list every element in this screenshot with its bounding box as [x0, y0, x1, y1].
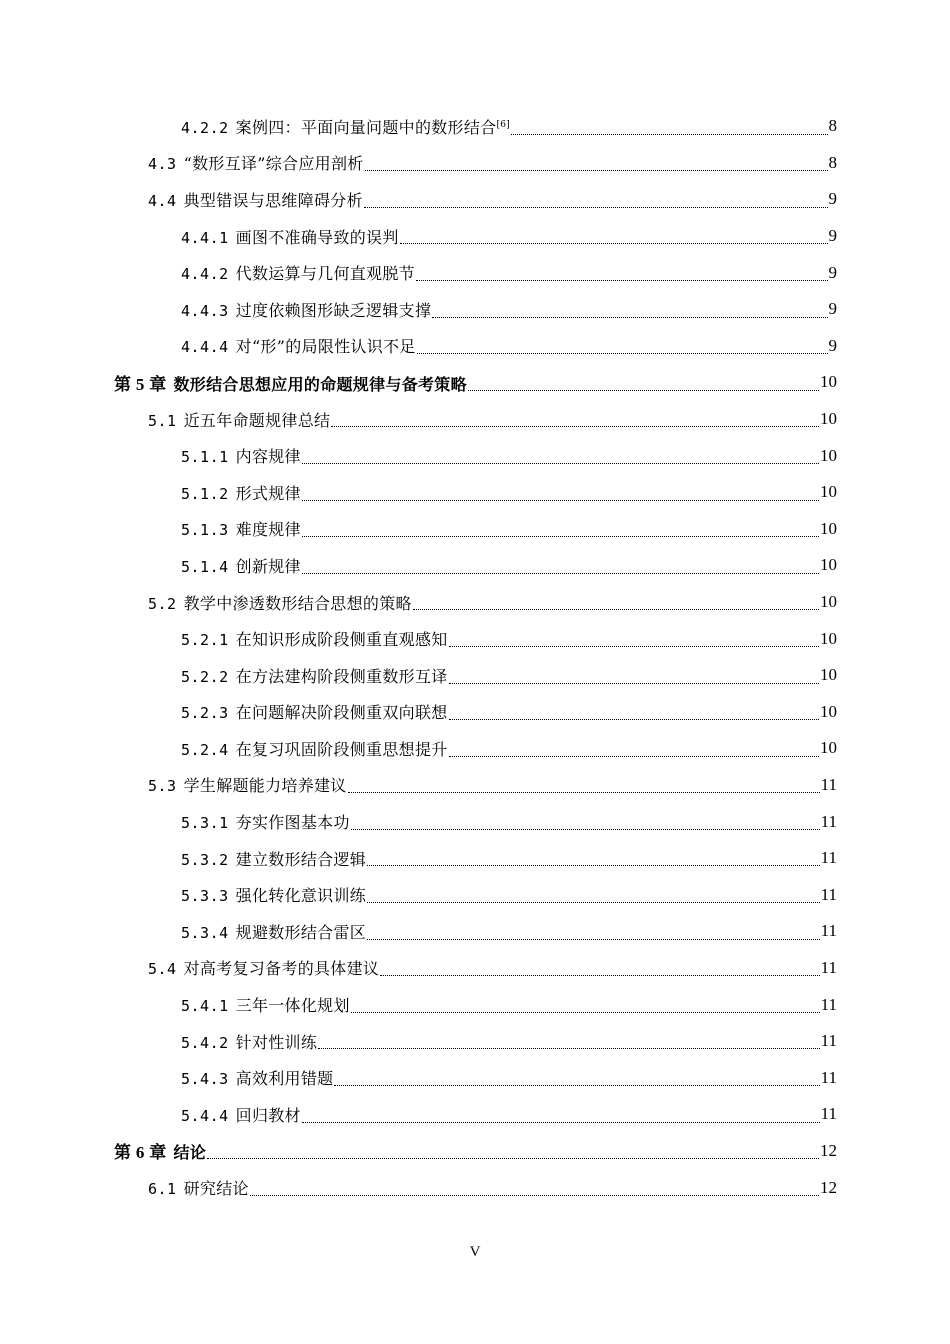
toc-entry-page: 11 [820, 1031, 837, 1051]
toc-entry-title [181, 261, 415, 284]
toc-entry[interactable] [0, 1023, 950, 1060]
toc-entry-page: 11 [820, 994, 837, 1014]
toc-entry[interactable] [0, 547, 950, 584]
toc-entry-title [148, 188, 363, 211]
toc-entry-number: 4.2.2 [181, 118, 229, 137]
toc-entry-page: 11 [820, 1067, 837, 1087]
dot-leader [334, 1085, 819, 1086]
dot-leader [413, 609, 819, 610]
dot-leader [449, 719, 819, 720]
toc-entry-label: 代数运算与几何直观脱节 [235, 264, 415, 284]
toc-entry-page: 11 [820, 774, 837, 794]
toc-entry-number: 4.4.2 [181, 265, 229, 284]
dot-leader [302, 1122, 820, 1123]
toc-entry[interactable] [0, 657, 950, 694]
toc-entry-number: 5.4.4 [181, 1106, 229, 1125]
dot-leader [365, 170, 828, 171]
toc-entry-page: 10 [820, 738, 837, 758]
dot-leader [468, 390, 819, 391]
toc-entry-number: 5.2.1 [181, 631, 229, 650]
toc-entry-label: 对“形”的局限性认识不足 [235, 337, 416, 357]
toc-entry-page: 11 [820, 884, 837, 904]
dot-leader [351, 1012, 820, 1013]
toc-entry[interactable] [0, 620, 950, 657]
citation-marker: [6] [496, 119, 511, 130]
toc-entry-title [181, 1103, 301, 1126]
toc-entry[interactable] [0, 474, 950, 511]
toc-entry-label: 难度规律 [235, 520, 301, 540]
toc-entry[interactable] [0, 291, 950, 328]
dot-leader [364, 207, 828, 208]
toc-entry-number: 5.1.1 [181, 448, 229, 467]
toc-entry-title [181, 554, 301, 577]
toc-entry-title [148, 408, 330, 431]
toc-entry-title [181, 444, 301, 467]
toc-entry-page: 9 [828, 189, 837, 209]
toc-entry-number: 5.2.4 [181, 740, 229, 759]
toc-entry-page: 8 [828, 152, 837, 172]
dot-leader [318, 1048, 819, 1049]
toc-entry-page: 10 [820, 592, 837, 612]
toc-entry[interactable] [0, 767, 950, 804]
toc-entry[interactable] [0, 1169, 950, 1206]
dot-leader [302, 463, 819, 464]
toc-entry[interactable] [0, 840, 950, 877]
toc-entry-page: 10 [820, 409, 837, 429]
toc-entry-page: 11 [820, 848, 837, 868]
toc-entry-number: 5.4 [148, 960, 177, 979]
toc-entry-page: 9 [828, 299, 837, 319]
toc-entry-number: 4.4.4 [181, 338, 229, 357]
toc-entry-label: 近五年命题规律总结 [183, 410, 331, 430]
toc-entry-page: 10 [820, 665, 837, 685]
dot-leader [449, 646, 819, 647]
toc-entry-label: 画图不准确导致的误判 [235, 227, 399, 247]
toc-entry-title [181, 993, 350, 1016]
toc-entry-page: 9 [828, 335, 837, 355]
dot-leader [367, 939, 820, 940]
toc-entry[interactable] [0, 401, 950, 438]
toc-entry[interactable] [0, 730, 950, 767]
toc-entry[interactable] [0, 218, 950, 255]
toc-entry-number: 4.4.1 [181, 228, 229, 247]
toc-entry-number: 5.2.2 [181, 667, 229, 686]
toc-entry[interactable] [0, 876, 950, 913]
toc-entry-title [181, 225, 399, 248]
toc-entry-label: 形式规律 [235, 483, 301, 503]
toc-entry-label: 夯实作图基本功 [235, 813, 350, 833]
toc-entry-label: 强化转化意识训练 [235, 886, 367, 906]
toc-entry-page: 9 [828, 226, 837, 246]
toc-entry-page: 12 [820, 1177, 837, 1197]
toc-entry-label: 在问题解决阶段侧重双向联想 [235, 703, 448, 723]
toc-entry-title [114, 370, 467, 395]
toc-entry[interactable] [0, 1059, 950, 1096]
toc-entry-page: 10 [820, 628, 837, 648]
dot-leader [432, 317, 827, 318]
toc-entry-number: 5.4.1 [181, 997, 229, 1016]
toc-entry-title [181, 810, 350, 833]
toc-entry-title [181, 627, 448, 650]
toc-entry-page: 10 [820, 482, 837, 502]
toc-entry-title [181, 298, 431, 321]
toc-entry[interactable] [0, 950, 950, 987]
toc-entry-label: 三年一体化规划 [235, 996, 350, 1016]
toc-entry-label: 教学中渗透数形结合思想的策略 [183, 593, 412, 613]
page-number-footer: V [469, 1244, 481, 1260]
toc-entry[interactable] [0, 108, 950, 145]
toc-entry[interactable] [0, 437, 950, 474]
toc-entry[interactable] [0, 803, 950, 840]
toc-entry[interactable] [0, 694, 950, 731]
toc-entry-label: 典型错误与思维障碍分析 [183, 190, 363, 210]
toc-entry[interactable] [0, 364, 950, 401]
toc-entry-number: 5.3.2 [181, 850, 229, 869]
toc-entry-number: 第 5 章 [114, 374, 167, 394]
toc-entry-label: 针对性训练 [235, 1032, 318, 1052]
toc-entry-number: 第 6 章 [114, 1143, 167, 1163]
toc-entry-title [148, 151, 364, 174]
toc-entry-title [181, 1030, 317, 1053]
toc-entry-label: 结论 [173, 1143, 207, 1163]
toc-entry[interactable] [0, 254, 950, 291]
toc-entry-label: 在知识形成阶段侧重直观感知 [235, 630, 448, 650]
toc-entry[interactable] [0, 511, 950, 548]
dot-leader [348, 792, 820, 793]
toc-entry-title [148, 591, 412, 614]
dot-leader [380, 975, 819, 976]
toc-entry[interactable] [0, 145, 950, 182]
toc-entry-title [148, 773, 347, 796]
toc-entry-page: 12 [820, 1140, 837, 1160]
toc-entry-page: 8 [828, 116, 837, 136]
toc-entry-number: 5.3 [148, 777, 177, 796]
toc-entry-number: 5.4.2 [181, 1033, 229, 1052]
toc-entry-number: 5.1.4 [181, 557, 229, 576]
toc-entry-page: 11 [820, 921, 837, 941]
toc-entry-number: 5.3.4 [181, 923, 229, 942]
toc-entry-number: 4.4 [148, 191, 177, 210]
toc-entry-title [181, 883, 366, 906]
dot-leader [207, 1158, 819, 1159]
toc-entry-label: 高效利用错题 [235, 1069, 334, 1089]
toc-entry[interactable] [0, 584, 950, 621]
toc-entry[interactable] [0, 328, 950, 365]
toc-entry[interactable] [0, 1096, 950, 1133]
toc-entry[interactable] [0, 913, 950, 950]
toc-entry[interactable] [0, 986, 950, 1023]
toc-entry-label: 在复习巩固阶段侧重思想提升 [235, 739, 448, 759]
toc-entry-label: 创新规律 [235, 556, 301, 576]
toc-entry-number: 5.1.2 [181, 484, 229, 503]
toc-entry-number: 5.2 [148, 594, 177, 613]
dot-leader [302, 573, 819, 574]
dot-leader [302, 536, 819, 537]
toc-entry-label: 过度依赖图形缺乏逻辑支撑 [235, 300, 432, 320]
dot-leader [250, 1195, 819, 1196]
toc-entry-number: 5.3.1 [181, 814, 229, 833]
toc-entry-number: 4.4.3 [181, 301, 229, 320]
toc-entry-label: 回归教材 [235, 1105, 301, 1125]
toc-entry-title [181, 334, 416, 357]
toc-entry-page: 9 [828, 262, 837, 282]
dot-leader [416, 280, 828, 281]
toc-entry-page: 11 [820, 811, 837, 831]
toc-entry-title [181, 700, 448, 723]
toc-entry[interactable] [0, 181, 950, 218]
dot-leader [351, 829, 820, 830]
toc-entry-label: 建立数形结合逻辑 [235, 849, 367, 869]
table-of-contents [0, 108, 950, 1206]
dot-leader [400, 243, 828, 244]
toc-entry-title [181, 115, 510, 138]
toc-entry-number: 5.1.3 [181, 521, 229, 540]
dot-leader [331, 426, 819, 427]
toc-entry-number: 4.3 [148, 155, 177, 174]
dot-leader [449, 756, 819, 757]
toc-entry-label: 研究结论 [183, 1179, 249, 1199]
dot-leader [367, 902, 820, 903]
toc-entry-label: 数形结合思想应用的命题规律与备考策略 [173, 374, 467, 394]
dot-leader [302, 500, 819, 501]
toc-entry-number: 5.4.3 [181, 1070, 229, 1089]
toc-entry-number: 6.1 [148, 1180, 177, 1199]
toc-entry-number: 5.3.3 [181, 887, 229, 906]
toc-entry-page: 10 [820, 445, 837, 465]
toc-entry-page: 10 [820, 701, 837, 721]
toc-entry-label: “数形互译”综合应用剖析 [183, 154, 364, 174]
toc-entry-label: 内容规律 [235, 447, 301, 467]
toc-entry-label: 规避数形结合雷区 [235, 922, 367, 942]
toc-entry-label: 案例四：平面向量问题中的数形结合 [235, 117, 497, 137]
dot-leader [449, 683, 819, 684]
toc-entry-title [181, 664, 448, 687]
toc-entry-page: 11 [820, 957, 837, 977]
toc-entry-page: 11 [820, 1104, 837, 1124]
toc-entry-title [181, 1066, 333, 1089]
toc-entry-title [181, 847, 366, 870]
toc-entry-title [181, 737, 448, 760]
toc-entry-label: 学生解题能力培养建议 [183, 776, 347, 796]
toc-entry-label: 在方法建构阶段侧重数形互译 [235, 666, 448, 686]
toc-entry-number: 5.1 [148, 411, 177, 430]
toc-entry-title [181, 920, 366, 943]
toc-entry-title [181, 517, 301, 540]
toc-entry-page: 10 [820, 372, 837, 392]
toc-entry[interactable] [0, 1133, 950, 1170]
toc-entry-page: 10 [820, 555, 837, 575]
toc-entry-label: 对高考复习备考的具体建议 [183, 959, 380, 979]
toc-entry-title [114, 1138, 206, 1163]
toc-entry-page: 10 [820, 518, 837, 538]
dot-leader [417, 353, 828, 354]
toc-entry-title [148, 956, 379, 979]
toc-entry-title [181, 481, 301, 504]
toc-entry-title [148, 1176, 249, 1199]
dot-leader [511, 134, 827, 135]
toc-entry-number: 5.2.3 [181, 704, 229, 723]
dot-leader [367, 865, 820, 866]
